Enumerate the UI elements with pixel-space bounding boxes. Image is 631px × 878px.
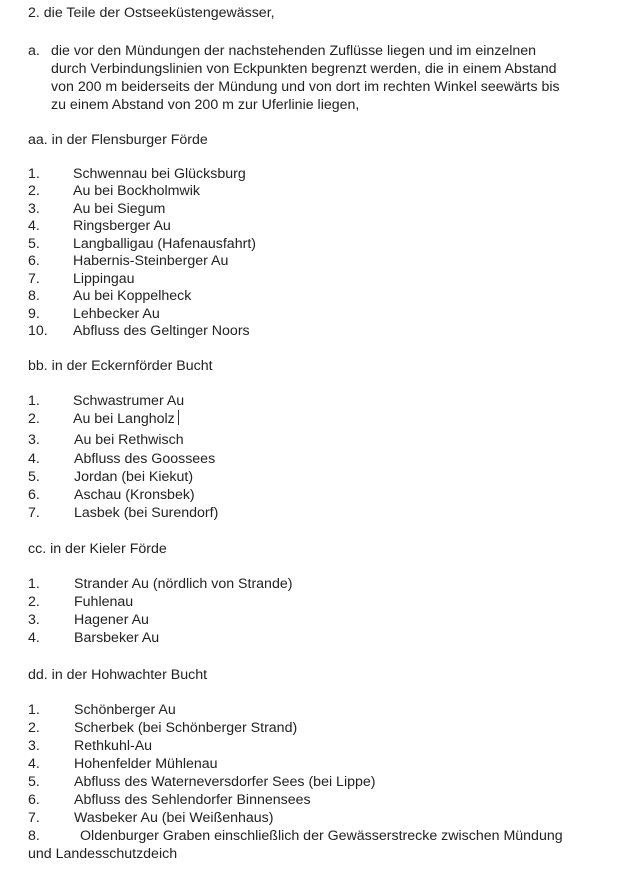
item-text: Schönberger Au <box>74 702 176 718</box>
item-text: Schwastrumer Au <box>73 393 185 409</box>
item-number: 6. <box>28 487 40 503</box>
para-line: von 200 m beiderseits der Mündung und von dort im rechten Winkel seewärts bis <box>51 79 560 95</box>
para-line: durch Verbindungslinien von Eckpunkten begrenzt werden, die in einem Abstand <box>51 61 557 77</box>
item-number: 9. <box>28 306 40 322</box>
para-line: die vor den Mündungen der nachstehenden Zuflüsse liegen und im einzelnen <box>51 43 537 59</box>
item-number: 8. <box>28 288 40 304</box>
item-number: 2. <box>28 594 40 610</box>
item-text: Barsbeker Au <box>74 630 160 646</box>
item-number: 10. <box>28 323 48 339</box>
item-text: Abfluss des Geltinger Noors <box>73 323 250 339</box>
list-item <box>28 612 149 629</box>
intro-heading: 2. die Teile der Ostseeküstengewässer, <box>28 5 275 21</box>
list-item <box>28 792 311 809</box>
item-number: 7. <box>28 271 40 287</box>
item-text: Schwennau bei Glücksburg <box>73 166 246 182</box>
item-text: Rethkuhl-Au <box>74 738 153 754</box>
list-item <box>28 720 297 737</box>
item-text: Au bei Bockholmwik <box>73 183 200 199</box>
item-text: Scherbek (bei Schönberger Strand) <box>74 720 298 736</box>
item-number: 1. <box>28 576 40 592</box>
item-number: 2. <box>28 183 40 199</box>
list-item <box>28 271 135 288</box>
item-text: Wasbeker Au (bei Weißenhaus) <box>74 810 274 826</box>
list-item <box>28 451 215 468</box>
item-text: Habernis-Steinberger Au <box>73 253 229 269</box>
text-cursor <box>178 410 179 425</box>
list-item <box>28 487 195 504</box>
list-item <box>28 201 165 218</box>
item-text: Strander Au (nördlich von Strande) <box>74 576 293 592</box>
section-title-eckernfoerde: bb. in der Eckernförder Bucht <box>28 358 213 374</box>
list-item <box>28 253 228 270</box>
list-item <box>28 505 218 522</box>
item-number: 4. <box>28 451 40 467</box>
item-number: 8. <box>28 828 40 844</box>
item-number: 5. <box>28 774 40 790</box>
para-marker: a. <box>28 43 40 59</box>
item-text: Au bei Rethwisch <box>74 432 184 448</box>
item-text: Lippingau <box>73 271 135 287</box>
list-item <box>28 323 250 340</box>
list-item <box>28 432 184 449</box>
section-title-kiel: cc. in der Kieler Förde <box>28 541 167 557</box>
list-item <box>28 218 171 235</box>
item-text: Abfluss des Goossees <box>74 451 216 467</box>
list-item <box>28 630 159 647</box>
item-number: 2. <box>28 720 40 736</box>
list-item <box>28 306 160 323</box>
item-text: Au bei Koppelheck <box>73 288 192 304</box>
list-item <box>28 288 191 305</box>
item-text: Hohenfelder Mühlenau <box>74 756 218 772</box>
item-text: Lasbek (bei Surendorf) <box>74 505 219 521</box>
item-number: 4. <box>28 630 40 646</box>
item-text: Jordan (bei Kiekut) <box>74 469 194 485</box>
item-text: Hagener Au <box>74 612 149 628</box>
item-number: 1. <box>28 393 40 409</box>
item-text: Ringsberger Au <box>73 218 171 234</box>
list-item <box>28 810 274 827</box>
list-item <box>28 828 563 845</box>
item-number: 6. <box>28 792 40 808</box>
section-title-hohwacht: dd. in der Hohwachter Bucht <box>28 667 208 683</box>
section-title-flensburg: aa. in der Flensburger Förde <box>28 132 208 148</box>
item-number: 7. <box>28 505 40 521</box>
item-number: 2. <box>28 411 40 427</box>
list-item <box>28 183 200 200</box>
list-item <box>28 576 292 593</box>
item-number: 3. <box>28 612 40 628</box>
item-number: 4. <box>28 756 40 772</box>
item-number: 5. <box>28 469 40 485</box>
list-item <box>28 738 152 755</box>
item-text: Aschau (Kronsbek) <box>74 487 195 503</box>
item-text: Abfluss des Waterneversdorfer Sees (bei Lippe) <box>74 774 376 790</box>
item-number: 3. <box>28 201 40 217</box>
item-continuation: und Landesschutzdeich <box>28 846 178 862</box>
list-item <box>28 469 193 486</box>
item-number: 3. <box>28 738 40 754</box>
item-text: Fuhlenau <box>74 594 134 610</box>
item-text: Au bei Langholz <box>73 411 175 427</box>
list-item <box>28 236 256 253</box>
list-item <box>28 166 246 183</box>
item-text: Langballigau (Hafenausfahrt) <box>73 236 256 252</box>
item-text: Lehbecker Au <box>73 306 160 322</box>
item-text: Au bei Siegum <box>73 201 166 217</box>
item-number: 4. <box>28 218 40 234</box>
para-line: zu einem Abstand von 200 m zur Uferlinie liegen, <box>51 97 360 113</box>
list-item <box>28 410 179 428</box>
list-item <box>28 393 184 410</box>
item-number: 1. <box>28 702 40 718</box>
item-text: Oldenburger Graben einschließlich der Gewässerstrecke zwischen Mündung <box>80 828 563 844</box>
item-number: 7. <box>28 810 40 826</box>
list-item <box>28 774 376 791</box>
item-number: 3. <box>28 432 40 448</box>
item-text: Abfluss des Sehlendorfer Binnensees <box>74 792 311 808</box>
item-number: 6. <box>28 253 40 269</box>
list-item <box>28 594 133 611</box>
list-item <box>28 702 176 719</box>
list-item <box>28 756 218 773</box>
item-number: 5. <box>28 236 40 252</box>
item-number: 1. <box>28 166 40 182</box>
